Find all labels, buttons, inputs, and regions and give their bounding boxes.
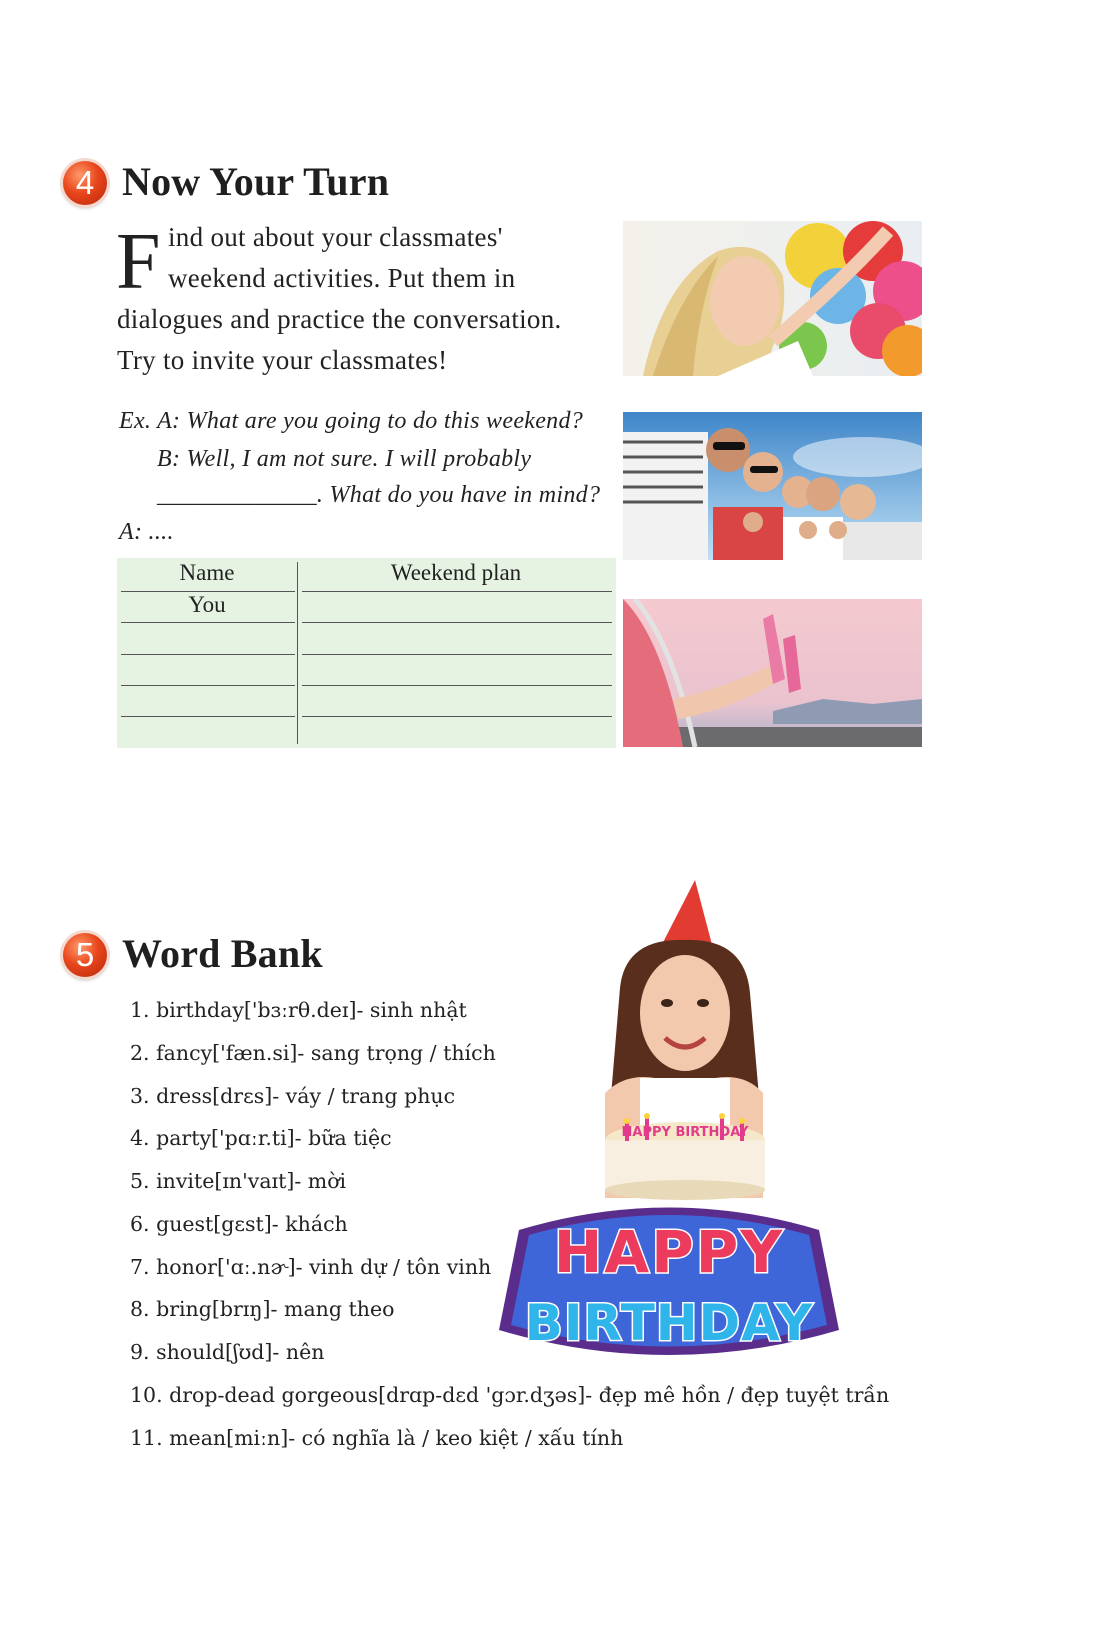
- word-bank-item: 5. invite[ɪn'vaɪt]- mời: [130, 1169, 347, 1193]
- word-bank-item: 6. guest[gɛst]- khách: [130, 1212, 348, 1236]
- banner-happy-text: HAPPY: [553, 1218, 785, 1286]
- table-header-name: Name: [179, 560, 235, 585]
- section-number-badge: 4: [63, 161, 107, 205]
- word-bank-item: 1. birthday['bɜːrθ.deɪ]- sinh nhật: [130, 998, 467, 1022]
- section-title: Now Your Turn: [122, 159, 390, 204]
- dialogue-line: Ex. A: What are you going to do this weekend?: [119, 408, 584, 434]
- word-bank-item: 8. bring[brɪŋ]- mang theo: [130, 1297, 395, 1321]
- intro-line: dialogues and practice the conversation.: [117, 304, 562, 334]
- dialogue-line: B: Well, I am not sure. I will probably: [157, 446, 532, 472]
- photo-woman-with-balloons: [623, 221, 922, 376]
- cake-lettering: HAPPY BIRTHDAY: [621, 1125, 749, 1140]
- dialogue-line: _____________. What do you have in mind?: [157, 482, 601, 508]
- section-title: Word Bank: [122, 931, 323, 976]
- photo-feet-out-of-car: [623, 599, 922, 747]
- table-header-plan: Weekend plan: [390, 560, 522, 585]
- table-cell: You: [188, 592, 226, 617]
- section-number-badge: 5: [63, 933, 107, 977]
- weekend-plan-table: [117, 558, 616, 748]
- intro-line: Try to invite your classmates!: [117, 345, 448, 375]
- word-bank-item: 4. party['pɑːr.ti]- bữa tiệc: [130, 1126, 392, 1150]
- dialogue-line: A: ....: [119, 519, 174, 545]
- intro-line: weekend activities. Put them in: [168, 263, 516, 293]
- word-bank-item: 7. honor['ɑː.nɚ]- vinh dự / tôn vinh: [130, 1255, 492, 1279]
- photo-birthday-girl: [585, 878, 780, 1200]
- drop-cap: F: [116, 218, 161, 306]
- word-bank-item: 9. should[ʃʊd]- nên: [130, 1340, 325, 1364]
- word-bank-item: 11. mean[miːn]- có nghĩa là / keo kiệt / xấu tính: [130, 1426, 624, 1450]
- word-bank-item: 3. dress[drɛs]- váy / trang phục: [130, 1084, 456, 1108]
- photo-group-of-friends: [623, 412, 922, 560]
- intro-line: ind out about your classmates': [168, 222, 503, 252]
- word-bank-item: 10. drop-dead gorgeous[drɑp-dɛd 'gɔr.dʒəs]- đẹp mê hồn / đẹp tuyệt trần: [130, 1383, 890, 1407]
- banner-birthday-text: BIRTHDAY: [524, 1294, 814, 1352]
- happy-birthday-banner: [489, 1190, 849, 1370]
- word-bank-item: 2. fancy['fæn.si]- sang trọng / thích: [130, 1041, 496, 1065]
